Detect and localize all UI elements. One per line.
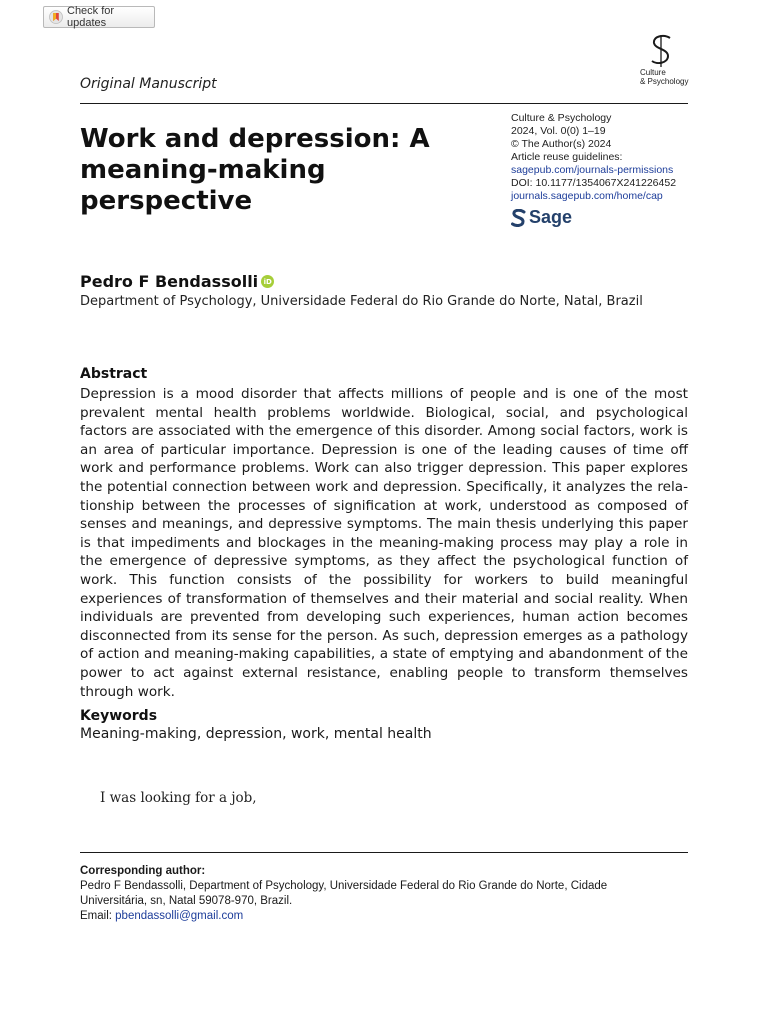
corresponding-author-email-line — [80, 909, 700, 924]
sage-wordmark: Sage — [529, 207, 573, 227]
orcid-icon[interactable]: iD — [261, 275, 274, 288]
bookmark-update-icon — [49, 10, 63, 24]
keywords-heading: Keywords — [80, 708, 158, 724]
corresponding-author-heading: Corresponding author: — [80, 865, 206, 877]
citation: 2024, Vol. 0(0) 1–19 — [511, 125, 606, 137]
footer-rule — [80, 852, 688, 853]
author-name: Pedro F Bendassolli — [80, 272, 259, 291]
doi: DOI: 10.1177/1354067X241226452 — [511, 177, 677, 189]
email-link[interactable]: pbendassolli@gmail.com — [115, 910, 244, 922]
journal-s-mark-icon — [646, 34, 676, 68]
epigraph-line: I was looking for a job, — [100, 790, 257, 806]
manuscript-type: Original Manuscript — [80, 76, 217, 92]
corresponding-author-address-2: Universitária, sn, Natal 59078-970, Brazil. — [80, 895, 293, 907]
journal-name: Culture & Psychology — [511, 112, 612, 124]
sage-logo — [511, 207, 572, 228]
abstract-text: Depression is a mood disorder that affects millions of people and is one of the most prevalent mental health problems worldwide. Biological, social, and psychological factors are associated with the emergence of this disorder. Among social factors, work is an area of particular importance. Depression is one of the leading causes of time off work and performance problems. Work can also trigger depression. This paper explores the potential connection between work and depression. Specifically, it analyzes the relationship between the processes of signification at work, understood as composed of senses and meanings, and depressive symptoms. The main thesis underlying this paper is that impediments and blockages in the meaning-making process may play a role in the emergence of depressive symptoms, as they affect the psychological function of work. This function consists of the possibility for workers to build meaningful experiences of transformation of themselves and their material and social reality. When individuals are prevented from developing such experiences, human action becomes disconnected from its sense for the person. As such, depression emerges as a pathology of action and meaning-making capabilities, a state of emptying and abandonment of the power to act against external resistance, enabling people to transform themselves through work. — [80, 386, 688, 700]
author-affiliation: Department of Psychology, Universidade Federal do Rio Grande do Norte, Natal, Brazil — [80, 294, 643, 309]
check-for-updates-label: Check for updates — [67, 5, 115, 29]
author-line — [80, 272, 274, 291]
abstract-heading: Abstract — [80, 366, 148, 382]
reuse-link[interactable]: sagepub.com/journals-permissions — [511, 164, 674, 176]
email-label: Email: — [80, 910, 112, 922]
check-for-updates-button[interactable] — [43, 6, 155, 28]
corresponding-author-address-1: Pedro F Bendassolli, Department of Psychology, Universidade Federal do Rio Grande do Norte, Cidade — [80, 880, 608, 892]
journal-info-block — [511, 112, 711, 203]
logo-line-2: & Psychology — [640, 77, 689, 86]
journal-homepage-link[interactable]: journals.sagepub.com/home/cap — [511, 190, 663, 202]
copyright: © The Author(s) 2024 — [511, 138, 612, 150]
keywords-text: Meaning-making, depression, work, mental health — [80, 726, 432, 742]
logo-line-1: Culture — [640, 68, 666, 77]
sage-s-icon — [511, 209, 526, 227]
header-rule — [80, 103, 688, 104]
journal-logo — [638, 34, 694, 90]
corresponding-author-block — [80, 864, 700, 924]
reuse-label: Article reuse guidelines: — [511, 151, 623, 163]
article-title: Work and depression: A meaning-making perspective — [80, 124, 430, 216]
